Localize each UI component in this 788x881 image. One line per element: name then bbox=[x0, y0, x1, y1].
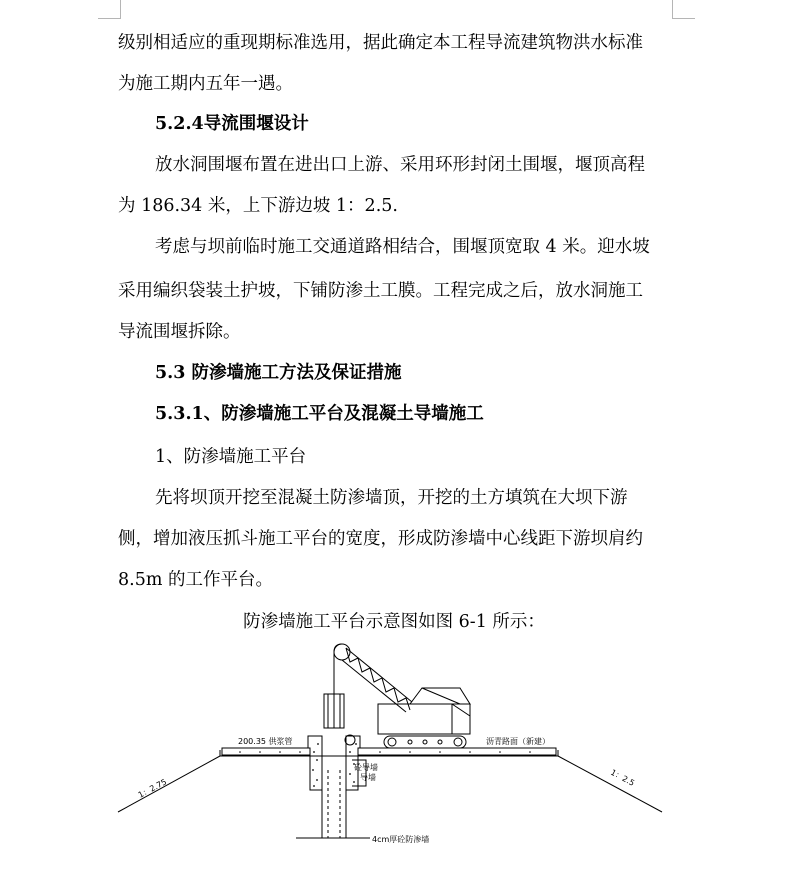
paragraph-line: 侧，增加液压抓斗施工平台的宽度，形成防渗墙中心线距下游坝肩约 bbox=[118, 529, 643, 549]
paragraph-line: 8.5m 的工作平台。 bbox=[118, 570, 273, 590]
label-cutoff-wall: 4cm厚砼防渗墙 bbox=[372, 835, 430, 844]
crop-mark-top-left bbox=[98, 0, 121, 19]
figure-caption: 防渗墙施工平台示意图如图 6-1 所示： bbox=[243, 612, 545, 632]
construction-platform-diagram bbox=[110, 640, 670, 850]
paragraph-line: 先将坝顶开挖至混凝土防渗墙顶，开挖的土方填筑在大坝下游 bbox=[155, 488, 628, 508]
guide-wall-left bbox=[308, 736, 322, 790]
paragraph-line: 采用编织袋装土护坡，下铺防渗土工膜。工程完成之后，放水洞施工 bbox=[118, 281, 643, 301]
label-slurry-pipe: 200.35 供浆管 bbox=[238, 737, 293, 746]
pavement-right bbox=[358, 748, 556, 755]
label-right-slope: 1：2.5 bbox=[609, 767, 637, 788]
section-heading-5-3-1: 5.3.1、防渗墙施工平台及混凝土导墙施工 bbox=[155, 404, 484, 424]
label-guide-wall-1: 砼导墙 bbox=[354, 763, 378, 772]
paragraph-line: 导流围堰拆除。 bbox=[118, 322, 241, 342]
list-item-heading: 1、防渗墙施工平台 bbox=[155, 447, 307, 467]
paragraph-line: 为施工期内五年一遇。 bbox=[118, 74, 293, 94]
label-left-slope: 1：2.75 bbox=[136, 777, 169, 800]
right-slope-line bbox=[558, 756, 662, 812]
section-heading-5-2-4: 5.2.4导流围堰设计 bbox=[155, 114, 309, 134]
crane-cab bbox=[378, 704, 452, 734]
paragraph-line: 为 186.34 米，上下游边坡 1：2.5. bbox=[118, 196, 398, 216]
pavement-left bbox=[222, 748, 310, 755]
label-asphalt-road: 沥青路面（新建） bbox=[486, 737, 550, 746]
left-slope-line bbox=[118, 756, 220, 812]
paragraph-line: 级别相适应的重现期标准选用，据此确定本工程导流建筑物洪水标准 bbox=[118, 33, 643, 53]
paragraph-line: 放水洞围堰布置在进出口上游、采用环形封闭土围堰，堰顶高程 bbox=[155, 155, 645, 175]
label-guide-wall-2: 导墙 bbox=[360, 773, 376, 782]
section-heading-5-3: 5.3 防渗墙施工方法及保证措施 bbox=[155, 363, 402, 383]
crane-boom-top bbox=[346, 648, 412, 702]
crop-mark-top-right bbox=[672, 0, 695, 19]
paragraph-line: 考虑与坝前临时施工交通道路相结合，围堰顶宽取 4 米。迎水坡 bbox=[155, 237, 650, 257]
